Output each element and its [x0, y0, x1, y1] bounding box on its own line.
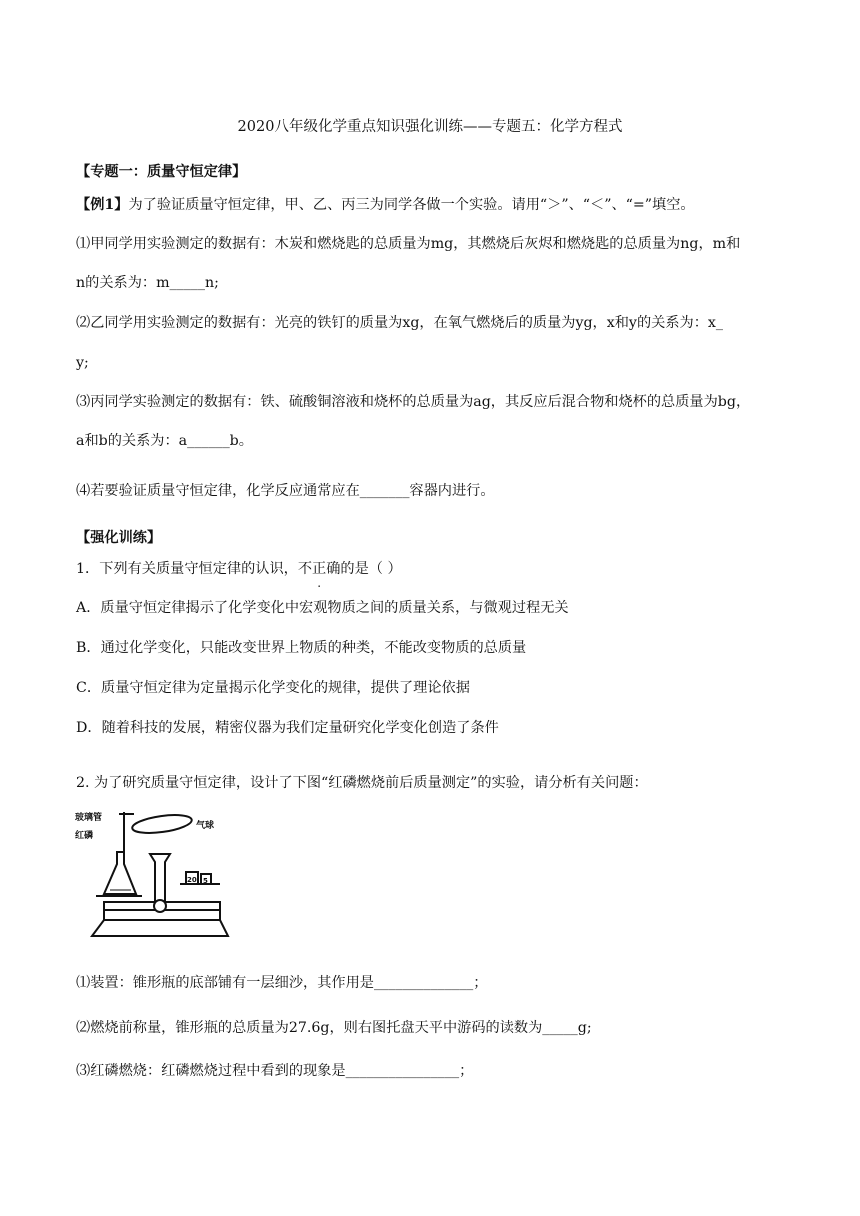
balance-pillar-shape — [150, 854, 170, 902]
question2-sub2: ⑵燃烧前称量，锥形瓶的总质量为27.6g，则右图托盘天平中游码的读数为_____g; — [76, 1020, 592, 1036]
example1-q1-line1: ⑴甲同学用实验测定的数据有：木炭和燃烧匙的总质量为mg，其燃烧后灰烬和燃烧匙的总质量为ng，m和 — [76, 236, 741, 252]
balance-apparatus-drawing — [74, 804, 244, 944]
example1-q3-line1: ⑶丙同学实验测定的数据有：铁、硫酸铜溶液和烧杯的总质量为ag，其反应后混合物和烧杯的总质量为bg， — [76, 394, 751, 410]
example1-label: 【例1】 — [76, 197, 129, 213]
balance-apparatus-figure — [74, 804, 244, 944]
question2-sub1: ⑴装置：锥形瓶的底部铺有一层细沙，其作用是______________； — [76, 975, 488, 991]
balloon-shape — [131, 812, 193, 836]
example1-q1-line2: n的关系为：m_____n; — [76, 275, 219, 291]
flask-shape — [104, 852, 136, 894]
label-red-phosphorus: 红磷 — [75, 831, 94, 841]
question2-sub3: ⑶红磷燃烧：红磷燃烧过程中看到的现象是________________； — [76, 1063, 474, 1079]
example1-q2-line1: ⑵乙同学用实验测定的数据有：光亮的铁钉的质量为xg，在氧气燃烧后的质量为yg，x和y的关系为：x_ — [76, 315, 723, 331]
example1-text: 为了验证质量守恒定律，甲、乙、丙三为同学各做一个实验。请用“＞”、“＜”、“=”填空。 — [128, 197, 695, 213]
label-weight-20: 20 — [187, 876, 197, 884]
example1-intro — [76, 195, 695, 215]
question1-stem — [76, 559, 402, 579]
example1-q3-line2: a和b的关系为：a______b。 — [76, 433, 253, 449]
question1-stem-emphasis: 不正确 — [297, 561, 341, 577]
document-title: 2020八年级化学重点知识强化训练——专题五：化学方程式 — [237, 119, 623, 135]
question1-option-d: D．随着科技的发展，精密仪器为我们定量研究化学变化创造了条件 — [76, 720, 499, 736]
label-balloon: 气球 — [196, 821, 215, 831]
question1-stem-after: 的是（ ） — [340, 561, 402, 577]
training-heading: 【强化训练】 — [76, 530, 162, 546]
balance-base-shape — [92, 920, 228, 936]
question1-stem-before: 1．下列有关质量守恒定律的认识， — [76, 561, 298, 577]
question2-stem: 2. 为了研究质量守恒定律，设计了下图“红磷燃烧前后质量测定”的实验，请分析有关问题： — [76, 775, 648, 791]
topic1-heading: 【专题一：质量守恒定律】 — [76, 164, 247, 180]
question1-option-c: C．质量守恒定律为定量揭示化学变化的规律，提供了理论依据 — [76, 680, 470, 696]
question1-option-b: B．通过化学变化，只能改变世界上物质的种类，不能改变物质的总质量 — [76, 640, 527, 656]
example1-q2-line2: y; — [76, 355, 89, 371]
question1-option-a: A．质量守恒定律揭示了化学变化中宏观物质之间的质量关系，与微观过程无关 — [76, 600, 569, 616]
label-glass-tube: 玻璃管 — [75, 813, 103, 823]
example1-q4: ⑷若要验证质量守恒定律，化学反应通常应在_______容器内进行。 — [76, 483, 495, 499]
label-weight-5: 5 — [203, 877, 208, 885]
